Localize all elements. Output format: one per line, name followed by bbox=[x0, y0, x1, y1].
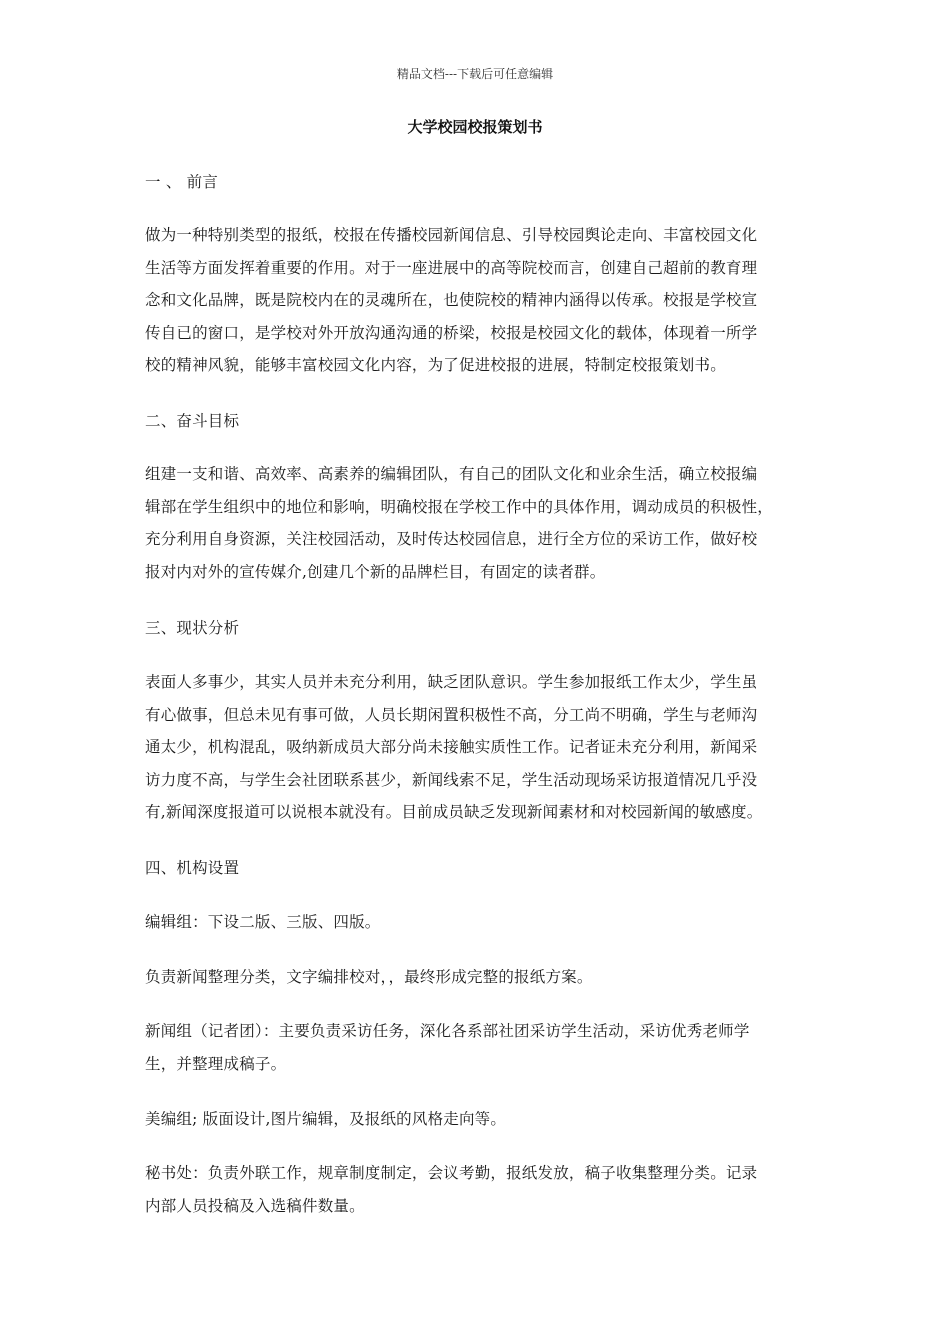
paragraph-line: 做为一种特别类型的报纸，校报在传播校园新闻信息、引导校园舆论走向、丰富校园文化 bbox=[145, 226, 758, 244]
paragraph-line: 负责新闻整理分类，文字编排校对，，最终形成完整的报纸方案。 bbox=[145, 968, 593, 986]
heading-text: 三、现状分析 bbox=[145, 619, 240, 637]
paragraph-line: 表面人多事少，其实人员并未充分利用，缺乏团队意识。学生参加报纸工作太少，学生虽 bbox=[145, 673, 758, 691]
paragraph-analysis bbox=[145, 666, 810, 829]
paragraph-secretariat bbox=[145, 1157, 810, 1222]
document-title: 大学校园校报策划书 bbox=[407, 118, 543, 136]
section-heading-preface bbox=[145, 166, 810, 199]
paragraph-line: 有,新闻深度报道可以说根本就没有。目前成员缺乏发现新闻素材和对校园新闻的敏感度。 bbox=[145, 803, 763, 821]
paragraph-line: 通太少，机构混乱，吸纳新成员大部分尚未接触实质性工作。记者证未充分利用，新闻采 bbox=[145, 738, 758, 756]
paragraph-line: 有心做事，但总未见有事可做，人员长期闲置积极性不高，分工尚不明确，学生与老师沟 bbox=[145, 705, 758, 724]
heading-text: 一 、 前言 bbox=[145, 173, 219, 191]
paragraph-line: 念和文化品牌，既是院校内在的灵魂所在，也使院校的精神内涵得以传承。校报是学校宣 bbox=[145, 291, 758, 309]
paragraph-line: 组建一支和谐、高效率、高素养的编辑团队，有自己的团队文化和业余生活，确立校报编 bbox=[145, 465, 758, 483]
section-heading-analysis bbox=[145, 612, 810, 645]
paragraph-editing-duties bbox=[145, 961, 810, 994]
paragraph-line: 访力度不高，与学生会社团联系甚少，新闻线索不足，学生活动现场采访报道情况几乎没 bbox=[145, 770, 758, 789]
paragraph-goals bbox=[145, 458, 810, 588]
paragraph-line: 新闻组（记者团）：主要负责采访任务，深化各系部社团采访学生活动，采访优秀老师学 bbox=[145, 1022, 750, 1040]
paragraph-art-group bbox=[145, 1103, 810, 1136]
heading-text: 二、奋斗目标 bbox=[145, 412, 240, 430]
paragraph-line: 生，并整理成稿子。 bbox=[145, 1054, 287, 1073]
section-heading-organization bbox=[145, 852, 810, 885]
paragraph-line: 内部人员投稿及入选稿件数量。 bbox=[145, 1196, 365, 1215]
paragraph-line: 传自已的窗口，是学校对外开放沟通沟通的桥梁，校报是校园文化的载体，体现着一所学 bbox=[145, 323, 758, 342]
paragraph-line: 生活等方面发挥着重要的作用。对于一座进展中的高等院校而言，创建自己超前的教育理 bbox=[145, 258, 758, 277]
paragraph-line: 编辑组：下设二版、三版、四版。 bbox=[145, 913, 381, 931]
paragraph-preface bbox=[145, 219, 810, 382]
section-heading-goals bbox=[145, 405, 810, 438]
paragraph-line: 报对内对外的宣传媒介,创建几个新的品牌栏目，有固定的读者群。 bbox=[145, 562, 606, 581]
paragraph-line: 充分利用自身资源，关注校园活动，及时传达校园信息，进行全方位的采访工作，做好校 bbox=[145, 530, 758, 548]
paragraph-line: 秘书处：负责外联工作，规章制度制定，会议考勤，报纸发放，稿子收集整理分类。记录 bbox=[145, 1164, 758, 1182]
paragraph-line: 辑部在学生组织中的地位和影响，明确校报在学校工作中的具体作用，调动成员的积极性， bbox=[145, 497, 774, 516]
header-note: 精品文档---下载后可任意编辑 bbox=[396, 67, 554, 81]
heading-text: 四、机构设置 bbox=[145, 859, 240, 877]
paragraph-news-group bbox=[145, 1015, 810, 1080]
paragraph-editing-group bbox=[145, 906, 810, 939]
paragraph-line: 校的精神风貌，能够丰富校园文化内容，为了促进校报的进展，特制定校报策划书。 bbox=[145, 356, 726, 374]
paragraph-line: 美编组; 版面设计,图片编辑，及报纸的风格走向等。 bbox=[145, 1110, 507, 1128]
